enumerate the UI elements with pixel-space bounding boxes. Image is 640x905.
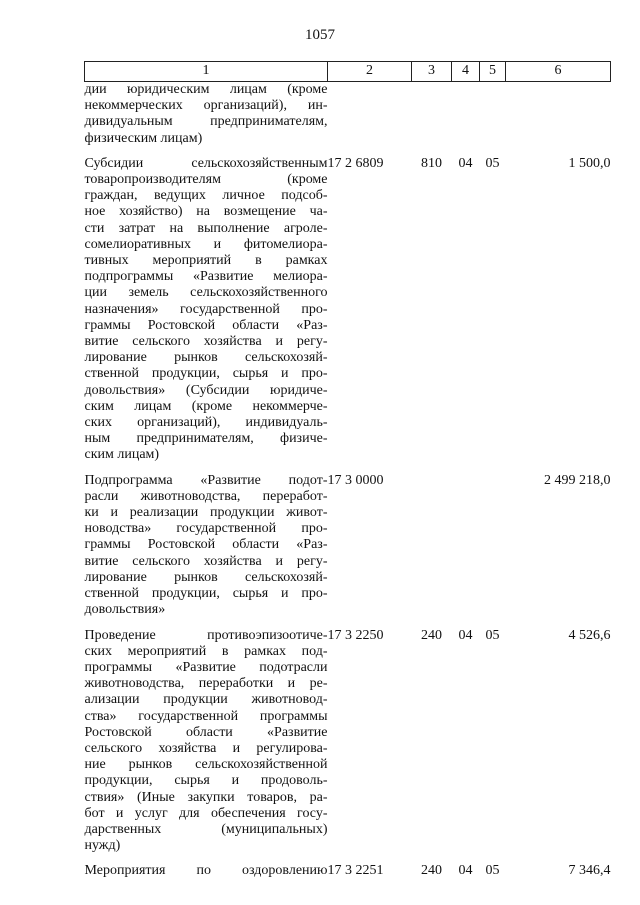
description-line: физическим лицам): [84, 130, 203, 146]
description-line: Проведение противоэпизоотиче-: [84, 627, 328, 643]
description-line: дии юридическим лицам (кроме: [84, 82, 328, 97]
row-description: [85, 863, 328, 879]
description-line: тивных мероприятий в рамках: [84, 253, 328, 269]
table-row: [85, 473, 611, 619]
description-line: Ростовской области «Развитие: [84, 724, 328, 740]
description-line: ализации продукции животновод-: [84, 692, 328, 708]
description-line: дивидуальным предпринимателям,: [84, 114, 328, 130]
row-vr: 240: [421, 627, 442, 643]
description-line: сомелиоративных и фитомелиора-: [84, 236, 328, 252]
description-line: ственной продукции, сырья и про-: [84, 586, 328, 602]
row-description: [85, 82, 328, 147]
description-line: ских мероприятий в рамках под-: [84, 643, 328, 659]
row-pr: [480, 473, 506, 619]
row-code: 17 3 2250: [327, 627, 384, 643]
row-pr: [480, 82, 506, 147]
description-line: ским лицам): [84, 447, 160, 463]
description-line: граждан, ведущих личное подсоб-: [84, 188, 328, 204]
description-line: дарственных (муниципальных): [84, 821, 328, 837]
row-pr: 05: [485, 155, 500, 171]
row-vr: [412, 82, 452, 147]
description-line: сельского хозяйства и регулирова-: [84, 740, 328, 756]
budget-table: [84, 61, 611, 880]
description-line: Подпрограмма «Развитие подот-: [84, 472, 328, 488]
description-line: сти затрат на выполнение агроле-: [84, 220, 328, 236]
row-vr: 240: [421, 863, 442, 879]
table-row: [85, 863, 611, 879]
row-vr: 810: [421, 155, 442, 171]
description-line: лирование рынков сельскохозяй-: [84, 350, 328, 366]
description-line: животноводства, переработки и ре-: [84, 676, 328, 692]
description-line: довольствия»: [84, 602, 166, 618]
description-line: назначения» государственной про-: [84, 301, 328, 317]
description-line: витие сельского хозяйства и регу-: [84, 334, 328, 350]
column-header-amount: 6: [506, 62, 611, 82]
column-header-pr: 5: [480, 62, 506, 82]
row-amount: 7 346,4: [568, 863, 611, 879]
row-code: [328, 82, 412, 147]
row-spacer: [85, 854, 611, 863]
row-description: [85, 628, 328, 855]
column-header-vr: 3: [412, 62, 452, 82]
row-rz: 04: [458, 627, 473, 643]
column-header-name: 1: [85, 62, 328, 82]
row-description: [85, 473, 328, 619]
description-line: Субсидии сельскохозяйственным: [84, 155, 328, 171]
row-amount: 4 526,6: [568, 627, 611, 643]
description-line: ние рынков сельскохозяйственной: [84, 757, 328, 773]
description-line: ственной продукции, сырья и про-: [84, 366, 328, 382]
description-line: ное хозяйство) на возмещение ча-: [84, 204, 328, 220]
table-row: [85, 628, 611, 855]
description-line: расли животноводства, переработ-: [84, 488, 328, 504]
description-line: товаропроизводителям (кроме: [84, 172, 328, 188]
description-line: ских организаций), индивидуаль-: [84, 415, 328, 431]
row-code: 17 3 0000: [327, 472, 384, 488]
description-line: ства» государственной программы: [84, 708, 328, 724]
description-line: бот и услуг для обеспечения госу-: [84, 805, 328, 821]
description-line: ции земель сельскохозяйственного: [84, 285, 328, 301]
row-pr: 05: [485, 863, 500, 879]
row-pr: 05: [485, 627, 500, 643]
row-rz: [452, 82, 480, 147]
row-spacer: [85, 147, 611, 156]
description-line: ным предпринимателям, физиче-: [84, 431, 328, 447]
row-spacer: [85, 619, 611, 628]
table-row: [85, 82, 611, 147]
page-number: 1057: [305, 27, 335, 43]
description-line: подпрограммы «Развитие мелиора-: [84, 269, 328, 285]
description-line: ствия» (Иные закупки товаров, ра-: [84, 789, 328, 805]
column-header-code: 2: [328, 62, 412, 82]
table-header-row: [85, 62, 611, 82]
table-row: [85, 156, 611, 464]
description-line: граммы Ростовской области «Раз-: [84, 317, 328, 333]
row-rz: 04: [458, 863, 473, 879]
row-vr: [412, 473, 452, 619]
description-line: довольствия» (Субсидии юридиче-: [84, 382, 328, 398]
description-line: новодства» государственной про-: [84, 521, 328, 537]
row-description: [85, 156, 328, 464]
description-line: граммы Ростовской области «Раз-: [84, 537, 328, 553]
description-line: ским лицам (кроме некоммерче-: [84, 398, 328, 414]
row-rz: 04: [458, 155, 473, 171]
row-amount: 1 500,0: [568, 155, 611, 171]
description-line: лирование рынков сельскохозяй-: [84, 569, 328, 585]
row-amount: [506, 82, 611, 147]
description-line: продукции, сырья и продоволь-: [84, 773, 328, 789]
row-code: 17 2 6809: [327, 155, 384, 171]
row-spacer: [85, 464, 611, 473]
description-line: витие сельского хозяйства и регу-: [84, 553, 328, 569]
row-code: 17 3 2251: [327, 863, 384, 879]
row-amount: 2 499 218,0: [544, 472, 611, 488]
description-line: Мероприятия по оздоровлению: [84, 863, 328, 879]
column-header-rz: 4: [452, 62, 480, 82]
description-line: ки и реализации продукции живот-: [84, 505, 328, 521]
description-line: некоммерческих организаций), ин-: [84, 98, 328, 114]
row-rz: [452, 473, 480, 619]
description-line: нужд): [84, 838, 121, 854]
description-line: программы «Развитие подотрасли: [84, 659, 328, 675]
